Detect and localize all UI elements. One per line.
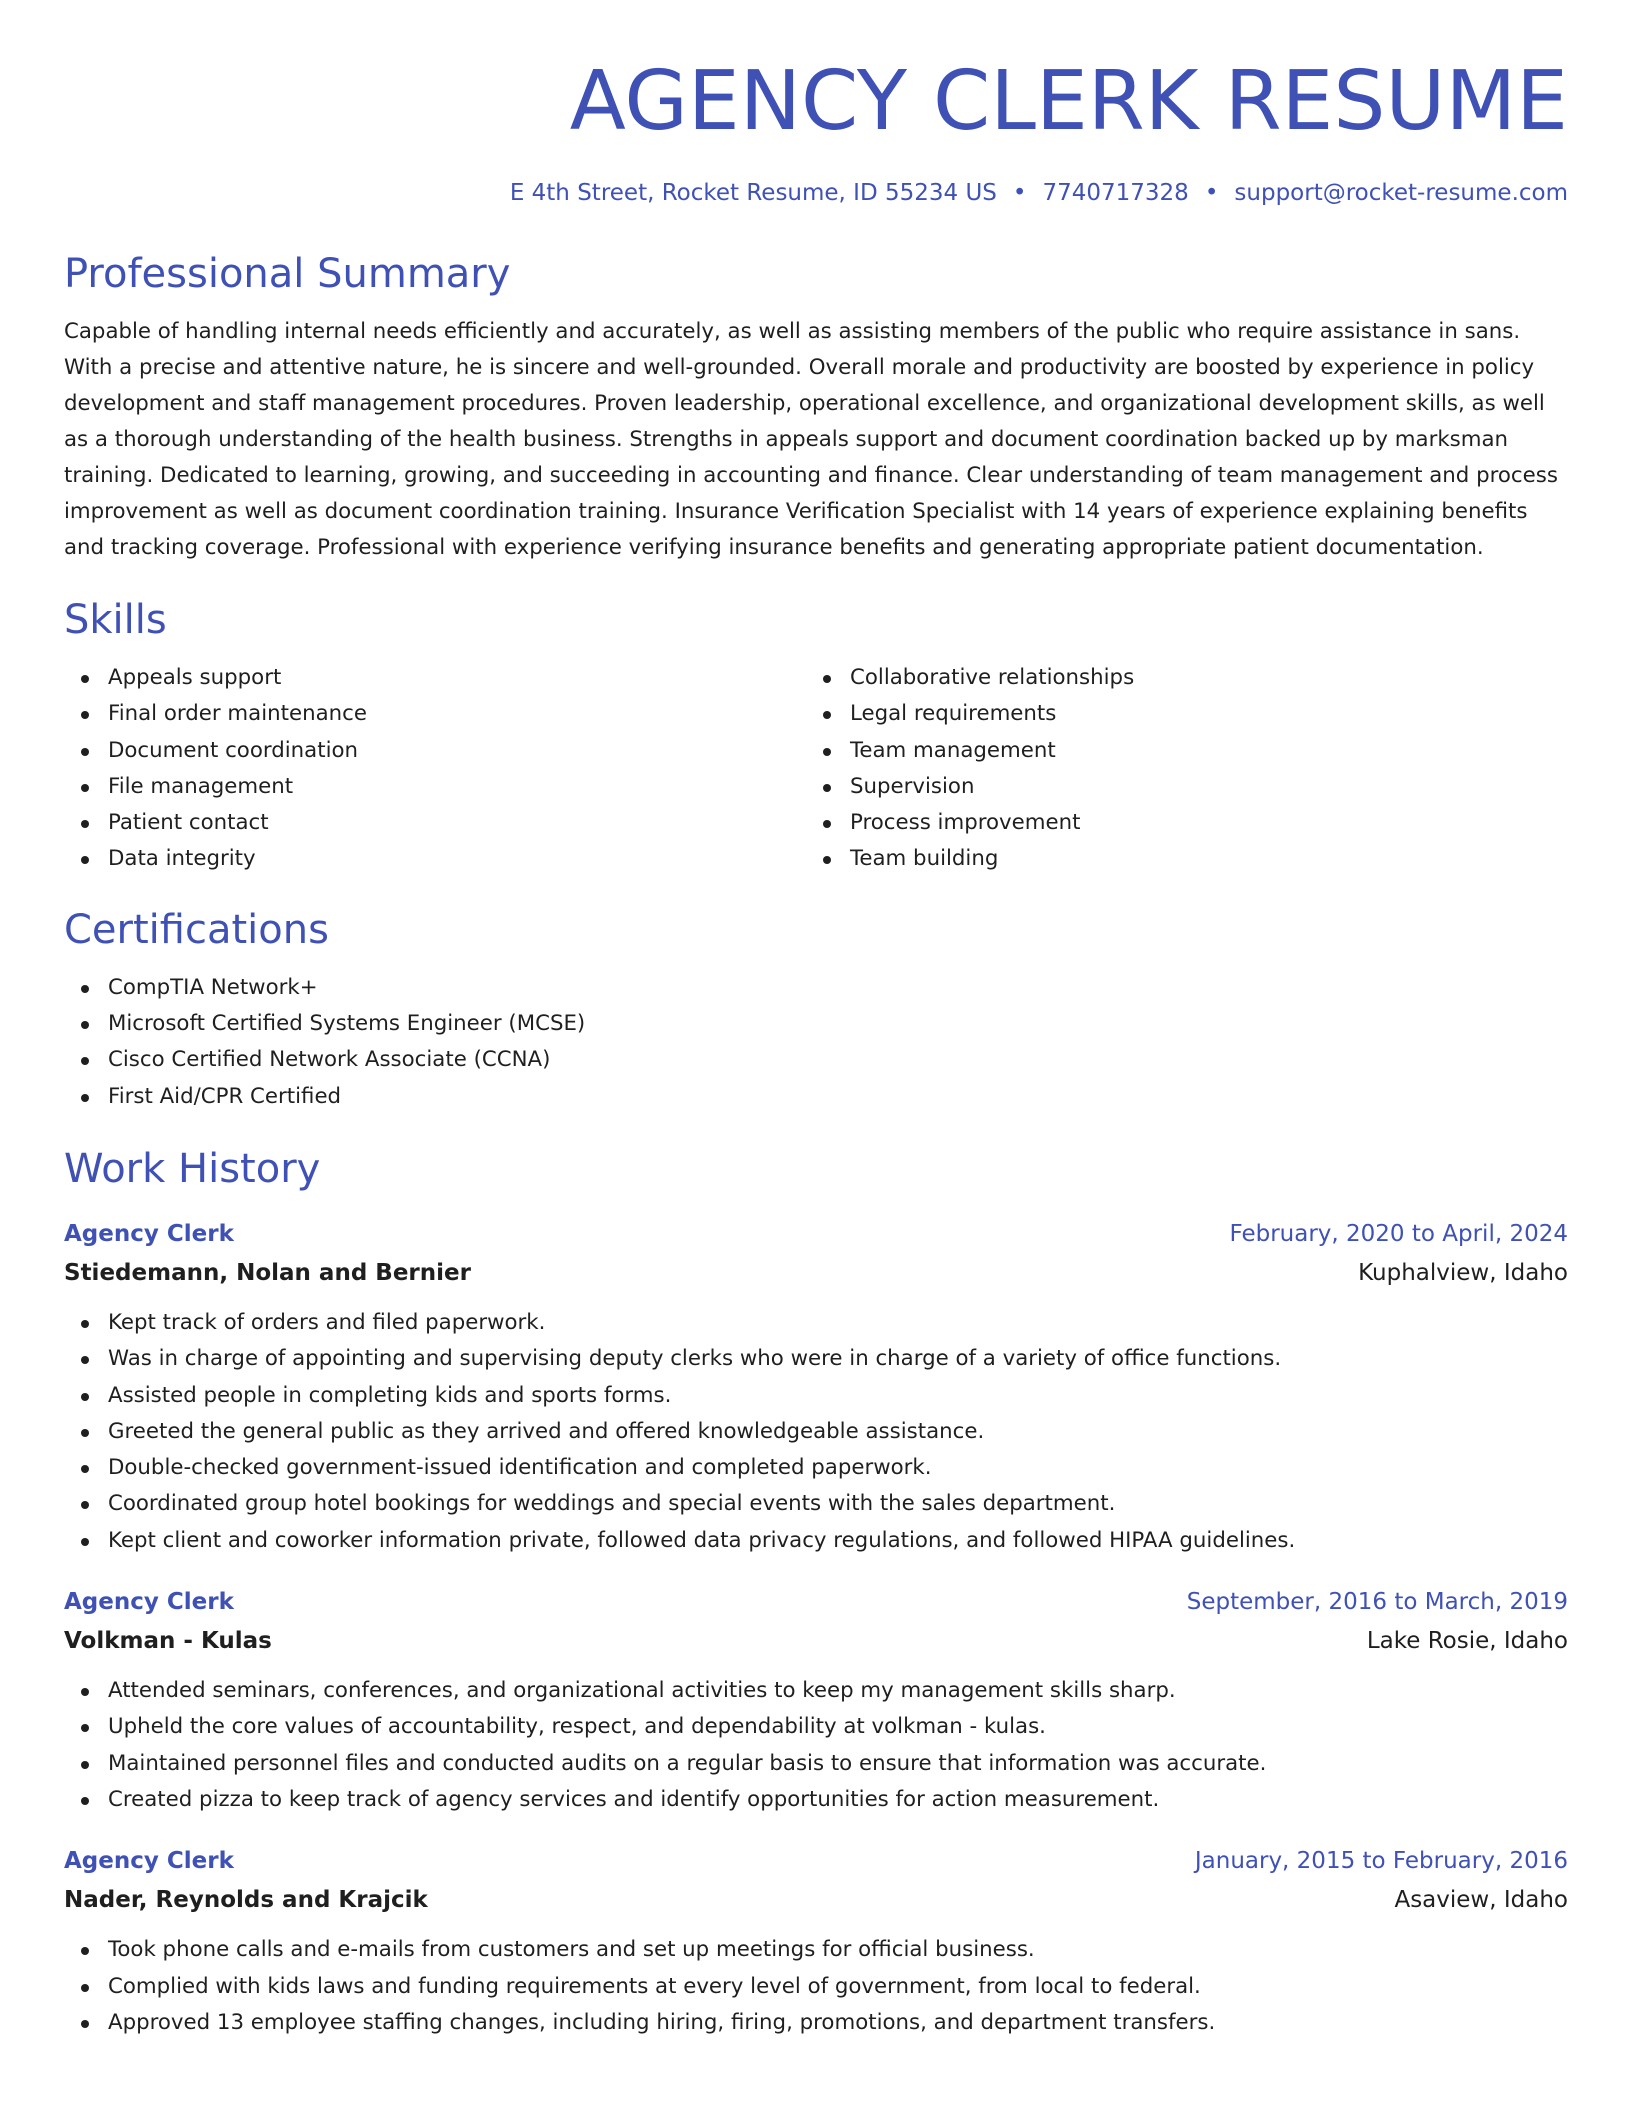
certification-item: CompTIA Network+ (64, 970, 1568, 1006)
job-entry (64, 1842, 1568, 2041)
skill-item: File management (64, 769, 806, 805)
job-duty: Coordinated group hotel bookings for weddings and special events with the sales department. (64, 1486, 1568, 1522)
skill-item: Data integrity (64, 841, 806, 877)
skill-item: Team management (806, 733, 1548, 769)
resume-page (64, 0, 1568, 2041)
job-duties-list (64, 1932, 1568, 2041)
contact-separator: • (1012, 180, 1027, 206)
job-duty: Created pizza to keep track of agency services and identify opportunities for action measurement. (64, 1782, 1568, 1818)
job-company: Nader, Reynolds and Krajcik (64, 1887, 428, 1914)
job-duties-list (64, 1673, 1568, 1818)
job-entry (64, 1583, 1568, 1818)
job-dates: January, 2015 to February, 2016 (1194, 1848, 1568, 1875)
page-title: AGENCY CLERK RESUME (569, 54, 1568, 149)
job-duty: Approved 13 employee staffing changes, including hiring, firing, promotions, and department transfers. (64, 2005, 1568, 2041)
skill-item: Document coordination (64, 733, 806, 769)
job-duty: Kept track of orders and filed paperwork. (64, 1305, 1568, 1341)
job-employer-row (64, 1880, 1568, 1920)
skill-item: Final order maintenance (64, 696, 806, 732)
skill-item: Process improvement (806, 805, 1548, 841)
contact-email: support@rocket-resume.com (1234, 180, 1568, 206)
skill-item: Appeals support (64, 660, 806, 696)
skill-item: Legal requirements (806, 696, 1548, 732)
job-title: Agency Clerk (64, 1220, 234, 1247)
job-duty: Maintained personnel files and conducted audits on a regular basis to ensure that information was accurate. (64, 1746, 1568, 1782)
certification-item: First Aid/CPR Certified (64, 1079, 1568, 1115)
job-duties-list (64, 1305, 1568, 1559)
job-duty: Double-checked government-issued identification and completed paperwork. (64, 1450, 1568, 1486)
work-history-heading: Work History (64, 1145, 321, 1192)
job-title: Agency Clerk (64, 1848, 234, 1875)
certification-item: Microsoft Certified Systems Engineer (MCSE) (64, 1006, 1568, 1042)
skills-grid (64, 660, 1568, 878)
summary-text: Capable of handling internal needs efficiently and accurately, as well as assisting members of the public who require assistance in sans. With a precise and attentive nature, he is sincere and well-grounded. Overall morale and productivity are boosted by experience in policy development and staff management procedures. Proven leadership, operational excellence, and organizational development skills, as well as a thorough understanding of the health business. Strengths in appeals support and document coordination backed up by marksman training. Dedicated to learning, growing, and succeeding in accounting and finance. Clear understanding of team management and process improvement as well as document coordination training. Insurance Verification Specialist with 14 years of experience explaining benefits and tracking coverage. Professional with experience verifying insurance benefits and generating appropriate patient documentation. (64, 319, 1558, 560)
skill-item: Collaborative relationships (806, 660, 1548, 696)
contact-address: E 4th Street, Rocket Resume, ID 55234 US (509, 180, 997, 206)
job-dates: September, 2016 to March, 2019 (1186, 1589, 1568, 1616)
job-location: Lake Rosie, Idaho (1366, 1628, 1568, 1655)
job-title: Agency Clerk (64, 1589, 234, 1616)
job-duty: Upheld the core values of accountability, respect, and dependability at volkman - kulas. (64, 1709, 1568, 1745)
skill-item: Supervision (806, 769, 1548, 805)
certifications-list (64, 970, 1568, 1115)
job-header (64, 1842, 1568, 1880)
certifications-heading: Certifications (64, 906, 329, 953)
job-location: Kuphalview, Idaho (1358, 1259, 1568, 1286)
skill-item: Team building (806, 841, 1548, 877)
job-header (64, 1215, 1568, 1253)
job-duty: Greeted the general public as they arrived and offered knowledgeable assistance. (64, 1414, 1568, 1450)
job-duty: Kept client and coworker information private, followed data privacy regulations, and followed HIPAA guidelines. (64, 1523, 1568, 1559)
skills-list-right (806, 660, 1548, 878)
job-employer-row (64, 1621, 1568, 1661)
job-duty: Assisted people in completing kids and sports forms. (64, 1378, 1568, 1414)
skill-item: Patient contact (64, 805, 806, 841)
job-company: Stiedemann, Nolan and Bernier (64, 1259, 471, 1286)
contact-line (64, 176, 1568, 210)
job-location: Asaview, Idaho (1394, 1887, 1568, 1914)
job-employer-row (64, 1253, 1568, 1293)
certification-item: Cisco Certified Network Associate (CCNA) (64, 1042, 1568, 1078)
job-duty: Attended seminars, conferences, and organizational activities to keep my management skills sharp. (64, 1673, 1568, 1709)
job-duty: Was in charge of appointing and supervising deputy clerks who were in charge of a variety of office functions. (64, 1341, 1568, 1377)
job-duty: Took phone calls and e-mails from customers and set up meetings for official business. (64, 1932, 1568, 1968)
summary-heading: Professional Summary (64, 251, 511, 297)
job-entry (64, 1215, 1568, 1559)
job-header (64, 1583, 1568, 1621)
job-company: Volkman - Kulas (64, 1628, 272, 1655)
contact-separator: • (1204, 180, 1219, 206)
job-dates: February, 2020 to April, 2024 (1229, 1220, 1568, 1247)
job-duty: Complied with kids laws and funding requirements at every level of government, from local to federal. (64, 1969, 1568, 2005)
contact-phone: 7740717328 (1042, 180, 1189, 206)
skills-heading: Skills (64, 597, 167, 643)
skills-list-left (64, 660, 806, 878)
